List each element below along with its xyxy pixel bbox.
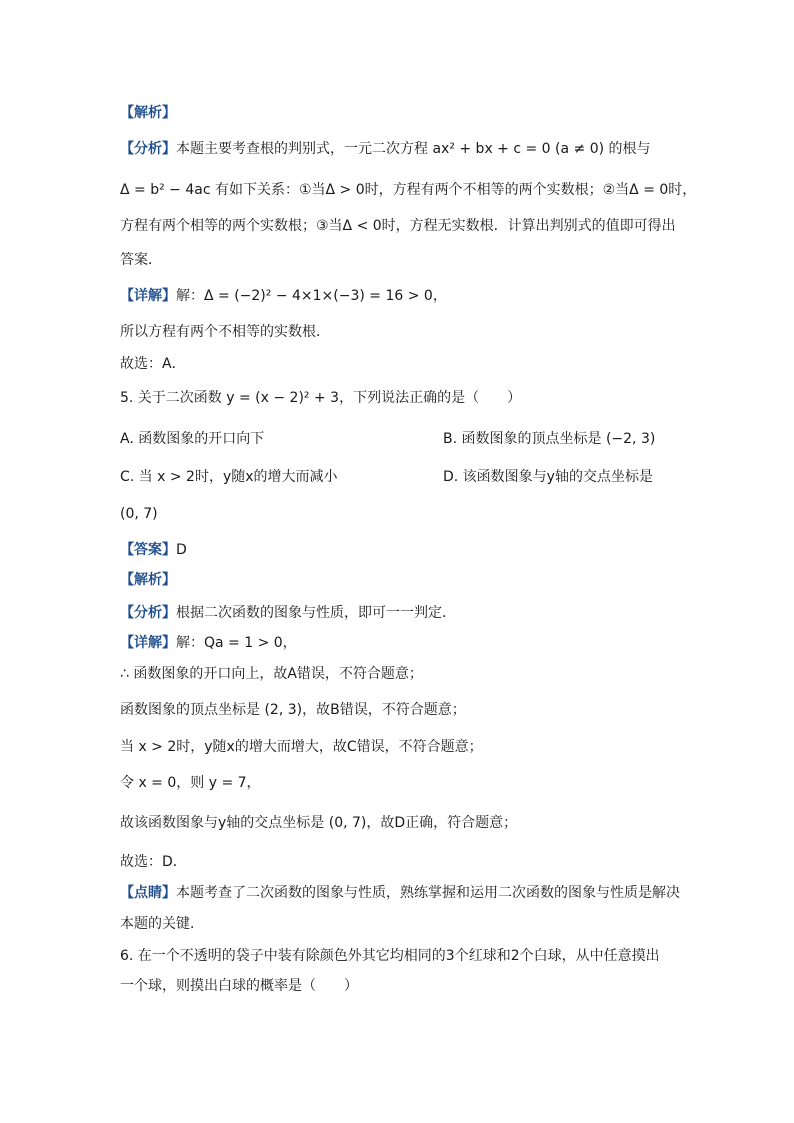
q5-detail-line-6: 故该函数图象与y轴的交点坐标是 (0, 7)，故D正确，符合题意； (120, 815, 518, 831)
option-d-continued: (0, 7) (120, 506, 158, 522)
q5-choose-line: 故选：D． (120, 854, 187, 870)
comment-line-1 (120, 883, 680, 903)
option-a: A. 函数图象的开口向下 (120, 431, 265, 447)
option-d: D. 该函数图象与y轴的交点坐标是 (443, 469, 653, 485)
q5-detail-line-1 (120, 633, 297, 653)
option-b: B. 函数图象的顶点坐标是 (−2, 3) (443, 431, 656, 447)
question-5-stem: 5. 关于二次函数 y = (x − 2)² + 3，下列说法正确的是（ ） (120, 390, 522, 406)
analysis-tag: 【分析】 (120, 141, 176, 157)
detail-text: 解：Δ = (−2)² − 4×1×(−3) = 16 > 0， (176, 288, 447, 304)
q5-detail-line-4: 当 x > 2时，y随x的增大而增大，故C错误，不符合题意； (120, 739, 483, 755)
analysis-line-3: 方程有两个相等的两个实数根；③当Δ < 0时，方程无实数根．计算出判别式的值即可得出 (120, 218, 676, 234)
q5-analysis-tag: 【分析】 (120, 605, 176, 621)
choose-line: 故选：A． (120, 356, 186, 372)
answer-line (120, 540, 187, 560)
q5-detail-line-2: ∴ 函数图象的开口向上，故A错误，不符合题意； (120, 666, 423, 682)
analysis-line-1 (120, 139, 651, 159)
q5-detail-text: 解：Qa = 1 > 0， (176, 635, 297, 651)
q5-detail-line-3: 函数图象的顶点坐标是 (2, 3)，故B错误，不符合题意； (120, 702, 466, 718)
analysis-text: 本题主要考查根的判别式，一元二次方程 ax² + bx + c = 0 (a ≠ 0) 的根与 (176, 141, 651, 157)
analysis-line-4: 答案． (120, 252, 162, 268)
q5-analysis-text: 根据二次函数的图象与性质，即可一一判定． (176, 605, 456, 621)
answer-value: D (176, 542, 187, 558)
q5-analysis-line (120, 603, 456, 623)
detail-tag: 【详解】 (120, 288, 176, 304)
answer-tag: 【答案】 (120, 542, 176, 558)
solution-heading: 【解析】 (120, 105, 176, 121)
option-c: C. 当 x > 2时，y随x的增大而减小 (120, 469, 338, 485)
q5-detail-line-5: 令 x = 0，则 y = 7， (120, 775, 261, 791)
question-6-stem-1: 6. 在一个不透明的袋子中装有除颜色外其它均相同的3个红球和2个白球，从中任意摸出 (120, 948, 660, 964)
comment-text: 本题考查了二次函数的图象与性质，熟练掌握和运用二次函数的图象与性质是解决 (176, 885, 680, 901)
analysis-line-2: Δ = b² − 4ac 有如下关系：①当Δ > 0时，方程有两个不相等的两个实数根；②当Δ = 0时， (120, 182, 697, 198)
question-6-stem-2: 一个球，则摸出白球的概率是（ ） (120, 978, 358, 994)
detail-line-1 (120, 286, 447, 306)
comment-line-2: 本题的关键． (120, 916, 204, 932)
q5-solution-heading: 【解析】 (120, 572, 176, 588)
q5-detail-tag: 【详解】 (120, 635, 176, 651)
detail-line-2: 所以方程有两个不相等的实数根． (120, 324, 330, 340)
comment-tag: 【点睛】 (120, 885, 176, 901)
